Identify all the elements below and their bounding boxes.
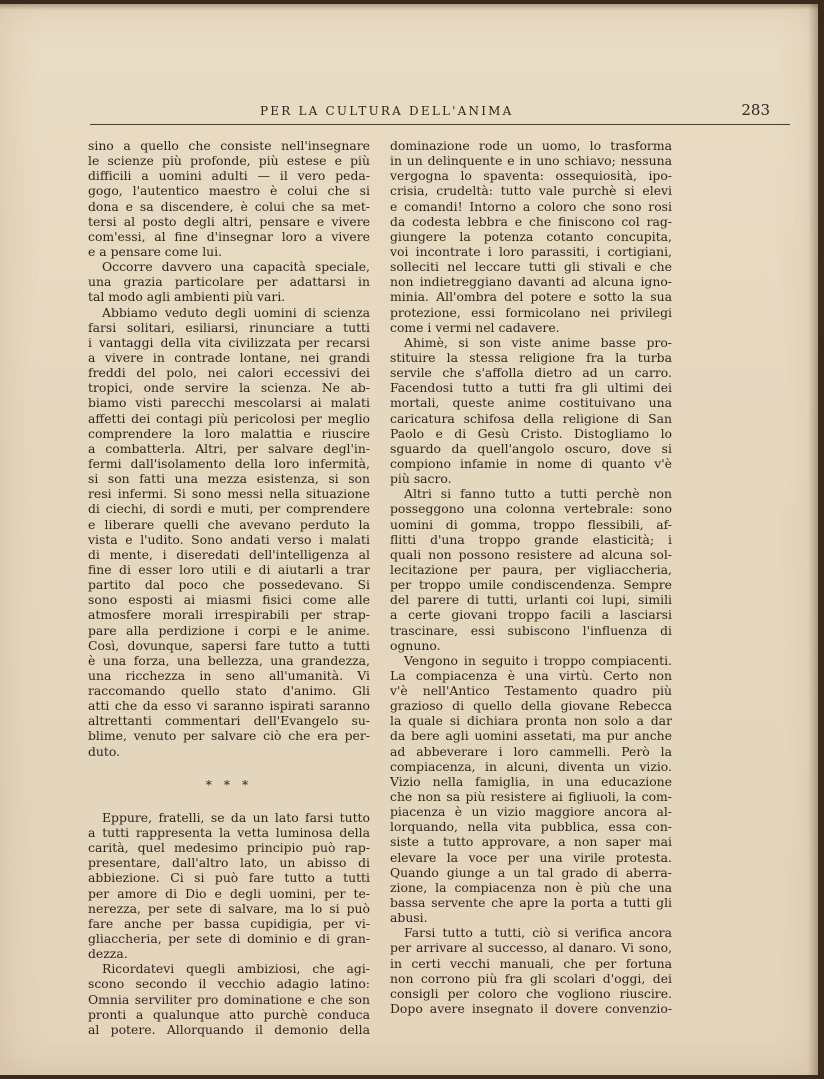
text-line: gogo, l'autentico maestro è colui che si (88, 183, 370, 199)
text-line: servile che s'affolla dietro ad un carro. (390, 365, 672, 381)
text-line: del parere di tutti, urlanti coi lupi, simili (390, 592, 672, 608)
page-number: 283 (741, 101, 770, 119)
text-line: Facendosi tutto a tutti fra gli ultimi dei (390, 380, 672, 396)
text-line: Omnia serviliter pro dominatione e che son (88, 991, 370, 1007)
text-line: più sacro. (390, 471, 452, 487)
text-line: al potere. Allorquando il demonio della (88, 1021, 370, 1037)
text-line: posseggono una colonna vertebrale: sono (390, 501, 672, 517)
text-line: da codesta lebbra e che finiscono col rag- (390, 213, 672, 229)
text-line: di ciechi, di sordi e muti, per comprendere (88, 501, 370, 517)
text-line: blime, venuto per salvare ciò che era per- (88, 728, 370, 744)
text-line: affetti dei contagi più pericolosi per meglio (88, 410, 370, 426)
text-line: tersi al posto degli altri, pensare e vivere (88, 213, 370, 229)
text-line: zione, la compiacenza non è più che una (390, 879, 672, 895)
text-line: non indietreggiano davanti ad alcuna igno- (390, 274, 672, 290)
text-line: Così, dovunque, sapersi fare tutto a tutti (88, 637, 370, 653)
text-line: Altri si fanno tutto a tutti perchè non (404, 486, 672, 502)
text-line: mortali, queste anime costituivano una (390, 395, 672, 411)
text-line: di mente, i diseredati dell'intelligenza al (88, 546, 370, 562)
right-text-column (390, 138, 672, 1016)
text-line: Quando giunge a un tal grado di aberra- (390, 864, 672, 880)
text-line: non corrono più fra gli scolari d'oggi, dei (390, 970, 672, 986)
text-line: da bere agli uomini assetati, ma pur anche (390, 728, 672, 744)
text-line: come i vermi nel cadavere. (390, 319, 560, 335)
text-line: fine di esser loro utili e di aiutarli a trar (88, 561, 370, 577)
text-line: una ricchezza in seno all'umanità. Vi (88, 667, 370, 683)
text-line: dona e sa discendere, è colui che sa met- (88, 198, 370, 214)
text-line (88, 792, 370, 810)
text-line: vista e l'udito. Sono andati verso i malati (88, 531, 370, 547)
text-line: a certe giovani troppo facili a lasciarsi (390, 607, 672, 623)
text-line: sino a quello che consiste nell'insegnare (88, 138, 370, 153)
text-line: grazioso di quello della giovane Rebecca (390, 698, 672, 714)
text-line: farsi solitari, esiliarsi, rinunciare a tutti (88, 319, 370, 335)
text-line: tal modo agli ambienti più vari. (88, 289, 286, 305)
text-line: Farsi tutto a tutti, ciò si verifica ancora (404, 925, 672, 941)
text-line: la quale si dichiara pronta non solo a dar (390, 713, 672, 729)
text-line: v'è nell'Antico Testamento quadro più (390, 683, 672, 699)
book-page (0, 4, 818, 1075)
text-line: pronti a qualunque atto purchè conduca (88, 1006, 370, 1022)
text-line: uomini di gomma, troppo flessibili, af- (390, 516, 672, 532)
running-head-title: PER LA CULTURA DELL'ANIMA (260, 104, 514, 118)
text-line: nerezza, per sete di salvare, ma lo si può (88, 900, 370, 916)
text-line: fare anche per bassa cupidigia, per vi- (88, 915, 370, 931)
text-line: si son fatti una mezza esistenza, si son (88, 471, 370, 487)
text-line: freddi del polo, nei calori eccessivi dei (88, 365, 370, 381)
header-rule (90, 124, 790, 125)
text-line: e comandi! Intorno a coloro che sono rosi (390, 198, 672, 214)
text-line: per amore di Dio e degli uomini, per te- (88, 885, 370, 901)
text-line: e liberare quelli che avevano perduto la (88, 516, 370, 532)
text-line: minia. All'ombra del potere e sotto la sua (390, 289, 672, 305)
text-line: stituire la stessa religione fra la turba (390, 349, 672, 365)
text-line: ognuno. (390, 637, 441, 653)
text-line: compiono infamie in nome di quanto v'è (390, 455, 672, 471)
text-line: resi infermi. Si sono messi nella situazione (88, 486, 370, 502)
text-line: sguardo da quell'angolo oscuro, dove si (390, 440, 672, 456)
text-line: sono esposti ai miasmi fisici come alle (88, 592, 370, 608)
text-line: in certi vecchi manuali, che per fortuna (390, 955, 672, 971)
text-line: fermi dall'isolamento della loro infermità, (88, 455, 370, 471)
text-line: dezza. (88, 946, 128, 962)
text-line: Abbiamo veduto degli uomini di scienza (102, 304, 370, 320)
text-line: gliaccheria, per sete di dominio e di gran- (88, 931, 370, 947)
text-line: atti che da esso vi saranno ispirati saranno (88, 698, 370, 714)
text-line: scono secondo il vecchio adagio latino: (88, 976, 370, 992)
text-line: raccomando quello stato d'animo. Gli (88, 683, 370, 699)
text-line: atmosfere morali irrespirabili per strap- (88, 607, 370, 623)
text-line: lorquando, nella vita pubblica, essa con- (390, 819, 672, 835)
text-line: difficili a uomini adulti — il vero peda- (88, 168, 370, 184)
text-line: caricatura schifosa della religione di San (390, 410, 672, 426)
text-line: Vizio nella famiglia, in una educazione (390, 773, 672, 789)
text-line: a combatterla. Altri, per salvare degl'in- (88, 440, 370, 456)
text-line: biamo visti parecchi mescolarsi ai malati (88, 395, 370, 411)
text-line: comprendere la loro malattia e riuscire (88, 425, 370, 441)
text-line: pare alla perdizione i corpi e le anime. (88, 622, 370, 638)
running-head (90, 102, 790, 122)
text-line: i vantaggi della vita civilizzata per recarsi (88, 334, 370, 350)
text-line: vergogna lo spaventa: ossequiosità, ipo- (390, 168, 672, 184)
text-line: duto. (88, 743, 121, 759)
text-line: a tutti rappresenta la vetta luminosa della (88, 825, 370, 841)
text-line: voi incontrate i loro parassiti, i cortigiani, (390, 243, 672, 259)
text-line: abbiezione. Ci si può fare tutto a tutti (88, 870, 370, 886)
text-line: per arrivare al successo, al danaro. Vi sono, (390, 940, 672, 956)
text-line: solleciti nel leccare tutti gli stivali e che (390, 259, 672, 275)
text-line: Paolo e di Gesù Cristo. Distogliamo lo (390, 425, 672, 441)
text-line: lecitazione per paura, per vigliaccheria, (390, 561, 672, 577)
text-line: trascinare, essi subiscono l'influenza di (390, 622, 672, 638)
text-line: in un delinquente e in uno schiavo; nessuna (390, 153, 672, 169)
text-line: La compiacenza è una virtù. Certo non (390, 667, 672, 683)
text-line: tropici, onde servire la scienza. Ne ab- (88, 380, 370, 396)
text-line: Ahimè, si son viste anime basse pro- (404, 334, 672, 350)
text-line: piacenza è un vizio maggiore ancora al- (390, 804, 672, 820)
text-line: le scienze più profonde, più estese e più (88, 153, 370, 169)
text-line: quali non possono resistere ad alcuna sol- (390, 546, 672, 562)
text-line: siste a tutto approvare, a non saper mai (390, 834, 672, 850)
text-line: ad abbeverare i loro cammelli. Però la (390, 743, 672, 759)
text-line: partito dal poco che possedevano. Si (88, 577, 370, 593)
text-line: Vengono in seguito i troppo compiacenti. (404, 652, 672, 668)
text-line: Occorre davvero una capacità speciale, (102, 259, 370, 275)
text-line: a vivere in contrade lontane, nei grandi (88, 349, 370, 365)
text-line: crisia, crudeltà: tutto vale purchè si elevi (390, 183, 672, 199)
text-line: carità, quel medesimo principio può rap- (88, 840, 370, 856)
left-text-column (88, 138, 370, 1037)
text-line: flitti d'una troppo grande elasticità; i (390, 531, 672, 547)
text-line: e a pensare come lui. (88, 243, 223, 259)
text-line: una grazia particolare per adattarsi in (88, 274, 370, 290)
text-line: protezione, essi formicolano nei privilegi (390, 304, 672, 320)
text-line: Eppure, fratelli, se da un lato farsi tutto (102, 809, 370, 825)
text-line (88, 759, 370, 777)
text-line: è una forza, una bellezza, una grandezza, (88, 652, 370, 668)
text-line: com'essi, al fine d'insegnar loro a vivere (88, 228, 370, 244)
text-line: elevare la voce per una virile protesta. (390, 849, 672, 865)
section-divider: * * * (205, 776, 253, 792)
text-line: consigli per coloro che vogliono riuscire. (390, 985, 672, 1001)
text-line: presentare, dall'altro lato, un abisso di (88, 855, 370, 871)
text-line: bassa servente che apre la porta a tutti gli (390, 895, 672, 911)
text-line: che non sa più resistere ai figliuoli, la com- (390, 789, 672, 805)
text-line: dominazione rode un uomo, lo trasforma (390, 138, 672, 153)
text-line: Ricordatevi quegli ambiziosi, che agi- (102, 961, 370, 977)
text-line: compiacenza, in alcuni, diventa un vizio. (390, 758, 672, 774)
text-line: giungere la potenza cotanto concupita, (390, 228, 672, 244)
text-line: per troppo umile condiscendenza. Sempre (390, 577, 672, 593)
text-line: abusi. (390, 910, 428, 926)
text-line: altrettanti commentari dell'Evangelo su- (88, 713, 370, 729)
text-line: Dopo avere insegnato il dovere convenzio- (390, 1001, 672, 1017)
